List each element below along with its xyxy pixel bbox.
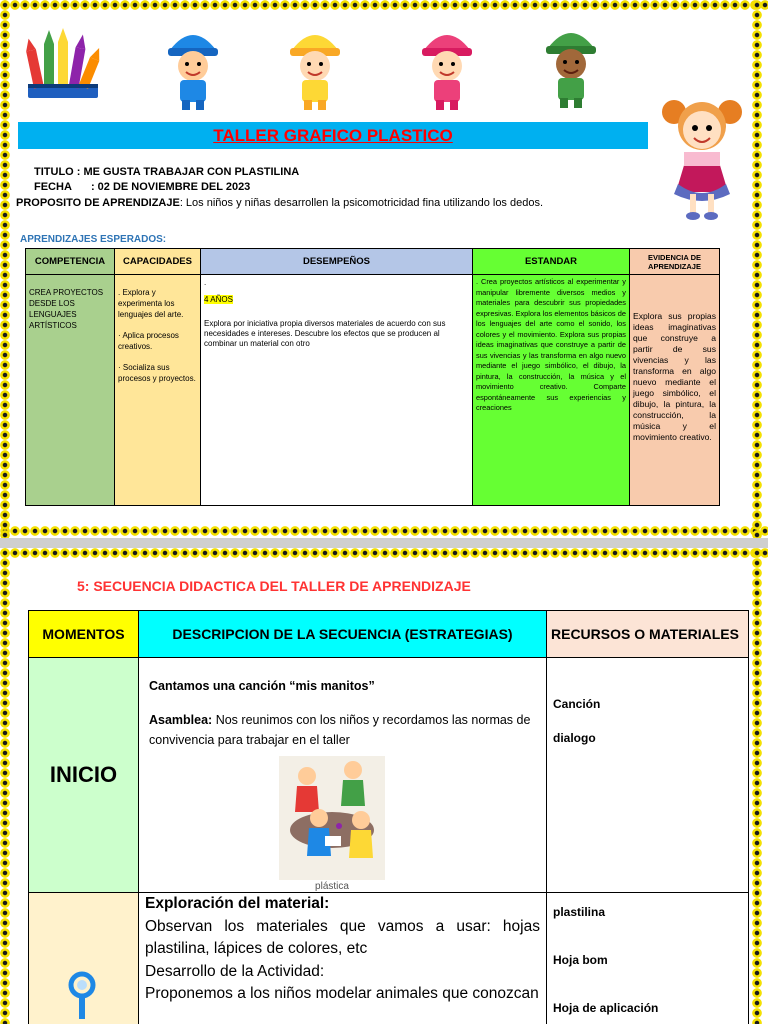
page-title: TALLER GRAFICO PLASTICO — [213, 126, 453, 145]
cell-desempenos — [201, 275, 473, 506]
desarrollo-resources — [547, 893, 749, 1024]
age-label: 4 AÑOS — [204, 295, 233, 304]
titulo-label: TITULO — [34, 166, 74, 178]
header-desempenos: DESEMPEÑOS — [201, 249, 473, 275]
resource-item: Hoja de aplicación — [553, 1001, 659, 1015]
asamblea-text: Nos reunimos con los niños y recordamos las normas de convivencia para trabajar en el taller — [149, 713, 531, 747]
cell-evidencia: Explora sus propias ideas imaginativas que construye a partir de sus vivencias y las transforma en algo nuevo mediante el juego simbólico, el dibujo, la pintura, la construcción, la música y el movimiento creativo. — [630, 275, 720, 506]
title-bar — [18, 122, 648, 149]
asamblea-label: Asamblea: — [149, 713, 213, 727]
cell-estandar: . Crea proyectos artísticos al experimentar y manipular libremente diversos medios y materiales para descubrir sus propiedades expresivas. Explora los elementos básicos de los lenguajes del arte como el sonido, los colores y el movimiento. Explora sus propias ideas imaginativas que construye a partir de sus vivencias y las transforma en algo nuevo mediante el juego simbólico, el dibujo, la pintura, la construcción, la música y el movimiento creativo. Comparte espontáneamente sus experiencias y creaciones — [473, 275, 630, 506]
desarrollo-line1: Observan los materiales que vamos a usar: hojas plastilina, lápices de colores, etc — [145, 917, 540, 957]
children-crafting-illustration — [279, 756, 385, 892]
inicio-resources — [547, 658, 749, 893]
cell-competencia: CREA PROYECTOS DESDE LOS LENGUAJES ARTÍSTICOS — [26, 275, 115, 506]
learning-table — [25, 248, 720, 506]
titulo-value: : ME GUSTA TRABAJAR CON PLASTILINA — [76, 166, 300, 178]
fecha-value: : 02 DE NOVIEMBRE DEL 2023 — [90, 181, 251, 193]
titulo-line — [34, 166, 299, 178]
header-momentos: MOMENTOS — [29, 611, 139, 658]
resource-item: Hoja bom — [553, 953, 608, 967]
fecha-label: FECHA — [34, 181, 72, 193]
header-descripcion: DESCRIPCION DE LA SECUENCIA (ESTRATEGIAS) — [139, 611, 547, 658]
child-green-hat-icon — [538, 18, 604, 110]
proposito-value: : Los niños y niñas desarrollen la psicomotricidad fina utilizando los dedos. — [179, 197, 544, 209]
asamblea-paragraph — [149, 710, 536, 750]
resource-item: dialogo — [553, 731, 596, 745]
magnifier-icon — [67, 971, 97, 1019]
capacidad-item: · Socializa sus procesos y proyectos. — [118, 363, 196, 383]
learning-table-row — [26, 275, 720, 506]
dotted-border-right — [752, 0, 762, 538]
girl-character-icon — [654, 88, 750, 224]
aprendizajes-title: APRENDIZAJES ESPERADOS: — [20, 234, 167, 245]
header-capacidades: CAPACIDADES — [115, 249, 201, 275]
header-recursos: RECURSOS O MATERIALES — [547, 611, 749, 658]
proposito-line — [16, 197, 543, 209]
desempeno-dot: . — [204, 278, 207, 287]
page-gap — [0, 538, 768, 548]
crayons-illustration — [22, 22, 104, 102]
dotted-border-bottom — [0, 526, 768, 536]
child-pink-hat-icon — [414, 20, 480, 112]
section-title: 5: SECUENCIA DIDACTICA DEL TALLER DE APRENDIZAJE — [77, 578, 471, 594]
child-yellow-hat-icon — [282, 20, 348, 112]
exploracion-heading: Exploración del material: — [145, 895, 330, 912]
dotted-border-left — [0, 0, 10, 538]
inicio-line1: Cantamos una canción “mis manitos” — [149, 679, 375, 693]
proposito-label: PROPOSITO DE APRENDIZAJE — [16, 197, 180, 209]
resource-item: plastilina — [553, 905, 606, 919]
dotted-border-left — [0, 548, 10, 1024]
desempeno-text: Explora por iniciativa propia diversos materiales de acuerdo con sus necesidades e intereses. Descubre los efectos que se producen al combinar un material con otro — [204, 319, 446, 348]
sequence-table-header — [29, 611, 749, 658]
inicio-description — [139, 658, 547, 893]
cell-capacidades — [115, 275, 201, 506]
desarrollo-line2: Desarrollo de la Actividad: — [145, 962, 325, 980]
moment-desarrollo — [29, 893, 139, 1024]
row-desarrollo — [29, 893, 749, 1024]
desarrollo-line3: Proponemos a los niños modelar animales que conozcan — [145, 985, 539, 1002]
resource-item: Canción — [553, 697, 601, 711]
capacidad-item: . Explora y experimenta los lenguajes del arte. — [118, 288, 184, 319]
dotted-border-top — [0, 548, 768, 558]
dotted-border-top — [0, 0, 768, 10]
row-inicio — [29, 658, 749, 893]
capacidad-item: · Aplica procesos creativos. — [118, 331, 179, 351]
worksheet-page-2 — [0, 548, 768, 1024]
header-estandar: ESTANDAR — [473, 249, 630, 275]
sequence-table — [28, 610, 749, 1024]
crafting-scene-icon — [279, 756, 385, 880]
learning-table-header — [26, 249, 720, 275]
header-competencia: COMPETENCIA — [26, 249, 115, 275]
fecha-line — [34, 181, 250, 193]
header-evidencia: EVIDENCIA DE APRENDIZAJE — [630, 249, 720, 275]
dotted-border-right — [752, 548, 762, 1024]
moment-inicio: INICIO — [29, 658, 139, 893]
desarrollo-description — [139, 893, 547, 1024]
child-blue-hat-icon — [160, 20, 226, 112]
illustration-caption: plástica — [315, 881, 349, 892]
